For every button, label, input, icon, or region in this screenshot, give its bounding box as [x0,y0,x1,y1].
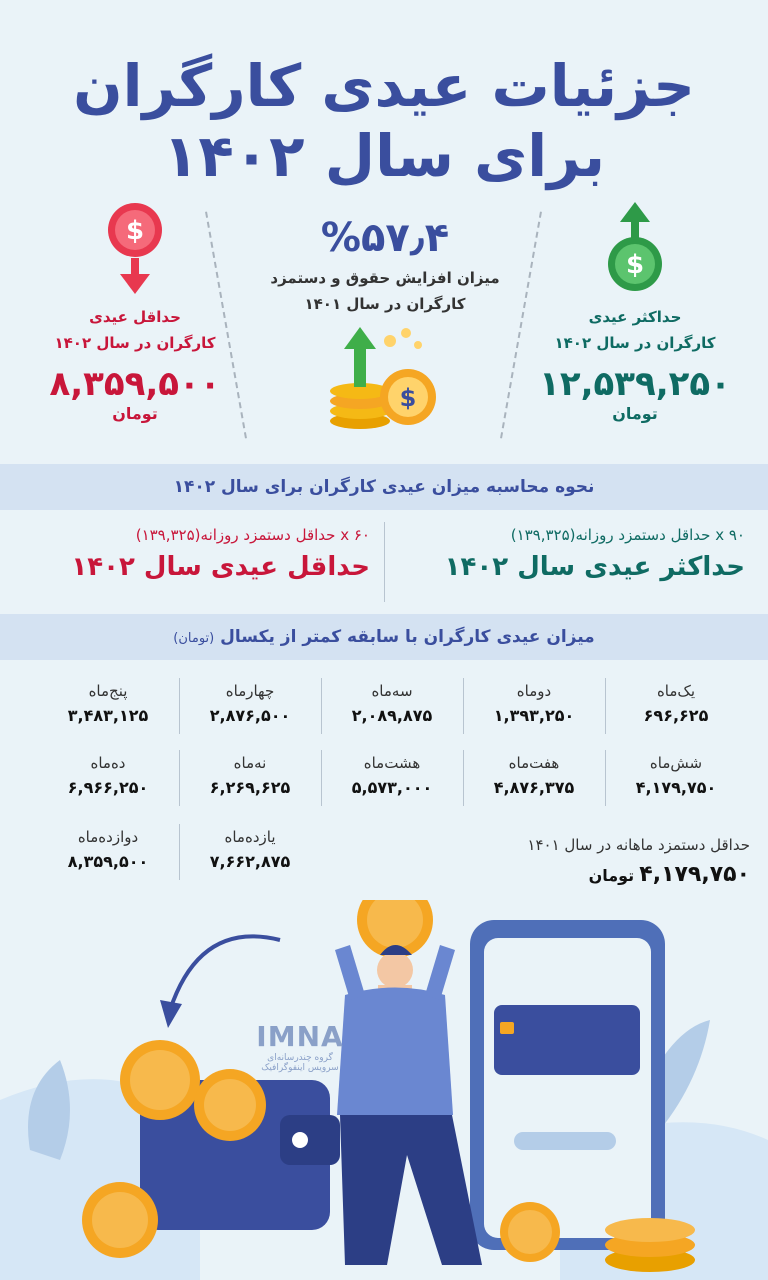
months-band [0,614,768,660]
month-value: ۴,۸۷۶,۳۷۵ [493,778,575,797]
month-name: پنج‌ماه [88,682,128,700]
max-stat-label2: کارگران در سال ۱۴۰۲ [554,334,716,352]
grid-separator [605,678,606,734]
month-value: ۶,۲۶۹,۶۲۵ [209,778,291,797]
month-cell [464,754,604,797]
month-value: ۸,۳۵۹,۵۰۰ [67,852,149,871]
brand-sub1: گروه چندرسانه‌ای [267,1053,333,1063]
month-cell [38,828,178,871]
svg-text:$: $ [399,384,417,412]
month-value: ۱,۳۹۳,۲۵۰ [493,706,575,725]
month-value: ۷,۶۶۲,۸۷۵ [209,852,291,871]
calc-band: نحوه محاسبه میزان عیدی کارگران برای سال ۱۴۰۲ [0,464,768,510]
min-stat-label1: حداقل عیدی [89,308,181,326]
min-stat [20,200,250,423]
min-stat-value: ۸,۳۵۹,۵۰۰ [49,364,221,404]
month-cell [38,754,178,797]
min-stat-unit: تومان [112,404,158,423]
month-cell [38,682,178,725]
months-band-text: میزان عیدی کارگران با سابقه کمتر از یکسال [220,627,595,647]
title-line1: جزئیات عیدی کارگران [73,52,695,120]
monthly-min-wage-unit: تومان [588,866,635,885]
svg-text:$: $ [625,250,645,280]
formula-max [395,526,745,582]
coins-growth-icon [320,323,450,433]
formula-min-label: حداقل عیدی سال ۱۴۰۲ [71,552,370,582]
month-cell [180,754,320,797]
formula-min-text: ۶۰ x حداقل دستمزد روزانه(۱۳۹,۳۲۵) [135,526,370,544]
svg-text:$: $ [125,216,145,246]
month-name: شش‌ماه [649,754,703,772]
month-cell [464,682,604,725]
grid-separator [605,750,606,806]
max-stat-label1: حداکثر عیدی [588,308,682,326]
month-value: ۶,۹۶۶,۲۵۰ [67,778,149,797]
month-value: ۲,۰۸۹,۸۷۵ [351,706,433,725]
month-name: هشت‌ماه [363,754,421,772]
month-cell [180,682,320,725]
brand-logo-text: IMNA [256,1020,344,1053]
max-stat-unit: تومان [612,404,658,423]
grid-separator [321,678,322,734]
month-name: سه‌ماه [371,682,413,700]
formula-min [20,526,370,582]
month-name: یک‌ماه [656,682,696,700]
month-name: هفت‌ماه [508,754,560,772]
monthly-min-wage [420,836,750,887]
month-name: چهارماه [225,682,275,700]
max-stat-value: ۱۲,۵۳۹,۲۵۰ [539,364,731,404]
dollar-up-icon [600,200,670,300]
month-value: ۵,۵۷۳,۰۰۰ [351,778,433,797]
month-cell [606,682,746,725]
grid-separator [179,678,180,734]
formula-max-label: حداکثر عیدی سال ۱۴۰۲ [444,552,745,582]
center-stat-value: %۵۷٫۴ [320,215,450,261]
months-band-unit: (تومان) [173,631,215,646]
dollar-down-icon [100,200,170,300]
monthly-min-wage-value: ۴,۱۷۹,۷۵۰ [639,862,750,887]
center-stat [250,215,520,437]
max-stat [515,200,755,423]
month-name: ده‌ماه [90,754,126,772]
month-name: یازده‌ماه [224,828,276,846]
center-stat-label1: میزان افزایش حقوق و دستمزد [270,269,500,287]
monthly-min-wage-label: حداقل دستمزد ماهانه در سال ۱۴۰۱ [527,836,750,854]
month-value: ۶۹۶,۶۲۵ [643,706,709,725]
month-name: نه‌ماه [233,754,267,772]
month-cell [606,754,746,797]
grid-separator [463,750,464,806]
formula-separator [384,522,385,602]
month-value: ۳,۴۸۳,۱۲۵ [67,706,149,725]
month-value: ۴,۱۷۹,۷۵۰ [635,778,717,797]
brand-sub2: سرویس اینفوگرافیک [261,1063,339,1073]
formula-max-text: ۹۰ x حداقل دستمزد روزانه(۱۳۹,۳۲۵) [510,526,745,544]
month-cell [322,754,462,797]
min-stat-label2: کارگران در سال ۱۴۰۲ [54,334,216,352]
month-name: دوماه [516,682,552,700]
grid-separator [179,750,180,806]
month-cell [180,828,320,871]
month-cell [322,682,462,725]
grid-separator [179,824,180,880]
center-stat-label2: کارگران در سال ۱۴۰۱ [304,295,466,313]
month-name: دوازده‌ماه [77,828,139,846]
month-value: ۲,۸۷۶,۵۰۰ [209,706,291,725]
grid-separator [463,678,464,734]
title-line2: برای سال ۱۴۰۲ [162,122,606,190]
grid-separator [321,750,322,806]
bottom-illustration [0,900,768,1280]
brand-logo [245,1020,355,1073]
